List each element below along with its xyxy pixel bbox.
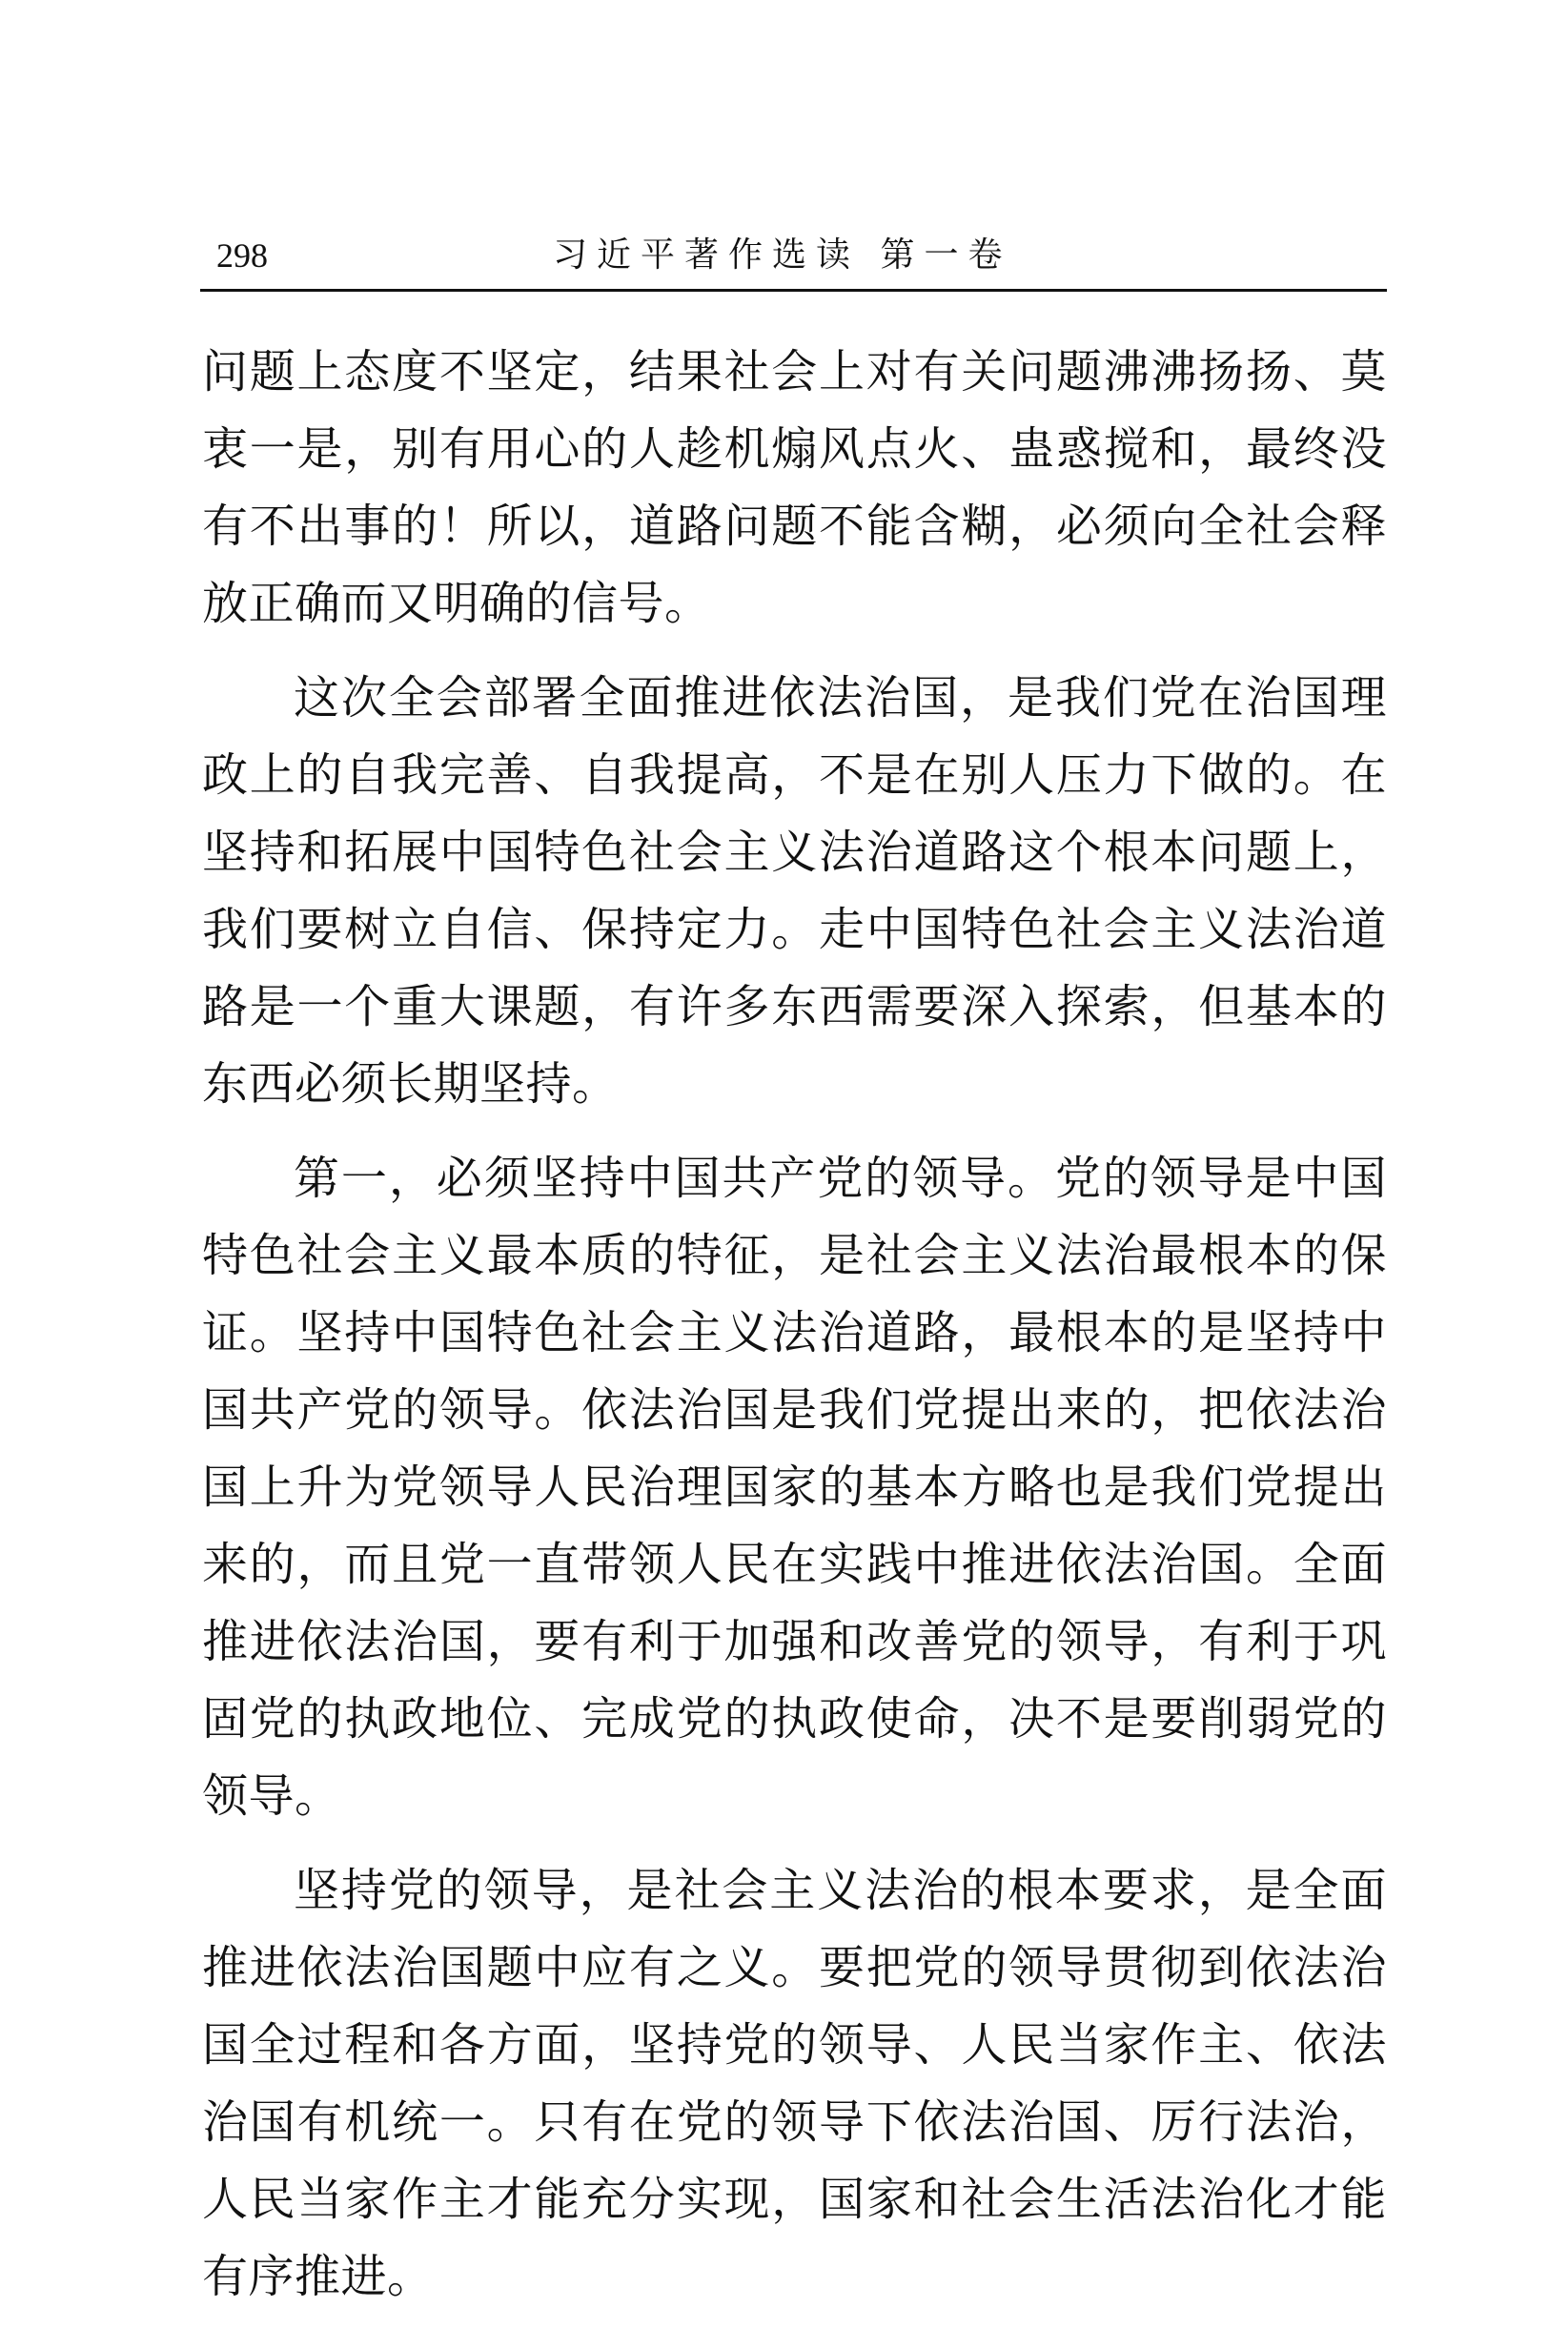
page-number: 298	[216, 236, 268, 275]
book-title: 习近平著作选读 第一卷	[553, 235, 1012, 275]
header-divider	[200, 289, 1387, 292]
body-text	[202, 334, 1387, 2333]
running-header	[200, 229, 1387, 286]
paragraph-continued: 问题上态度不坚定，结果社会上对有关问题沸沸扬扬、莫衷一是，别有用心的人趁机煽风点火、蛊惑搅和，最终没有不出事的！所以，道路问题不能含糊，必须向全社会释放正确而又明确的信号。	[202, 345, 1387, 630]
paragraph: 这次全会部署全面推进依法治国，是我们党在治国理政上的自我完善、自我提高，不是在别人压力下做的。在坚持和拓展中国特色社会主义法治道路这个根本问题上，我们要树立自信、保持定力。走中国特色社会主义法治道路是一个重大课题，有许多东西需要深入探索，但基本的东西必须长期坚持。	[202, 671, 1387, 1111]
paragraph: 第一，必须坚持中国共产党的领导。党的领导是中国特色社会主义最本质的特征，是社会主义法治最根本的保证。坚持中国特色社会主义法治道路，最根本的是坚持中国共产党的领导。依法治国是我们党提出来的，把依法治国上升为党领导人民治理国家的基本方略也是我们党提出来的，而且党一直带领人民在实践中推进依法治国。全面推进依法治国，要有利于加强和改善党的领导，有利于巩固党的执政地位、完成党的执政使命，决不是要削弱党的领导。	[202, 1152, 1387, 1823]
paragraph: 坚持党的领导，是社会主义法治的根本要求，是全面推进依法治国题中应有之义。要把党的领导贯彻到依法治国全过程和各方面，坚持党的领导、人民当家作主、依法治国有机统一。只有在党的领导下依法治国、厉行法治，人民当家作主才能充分实现，国家和社会生活法治化才能有序推进。	[202, 1864, 1387, 2303]
